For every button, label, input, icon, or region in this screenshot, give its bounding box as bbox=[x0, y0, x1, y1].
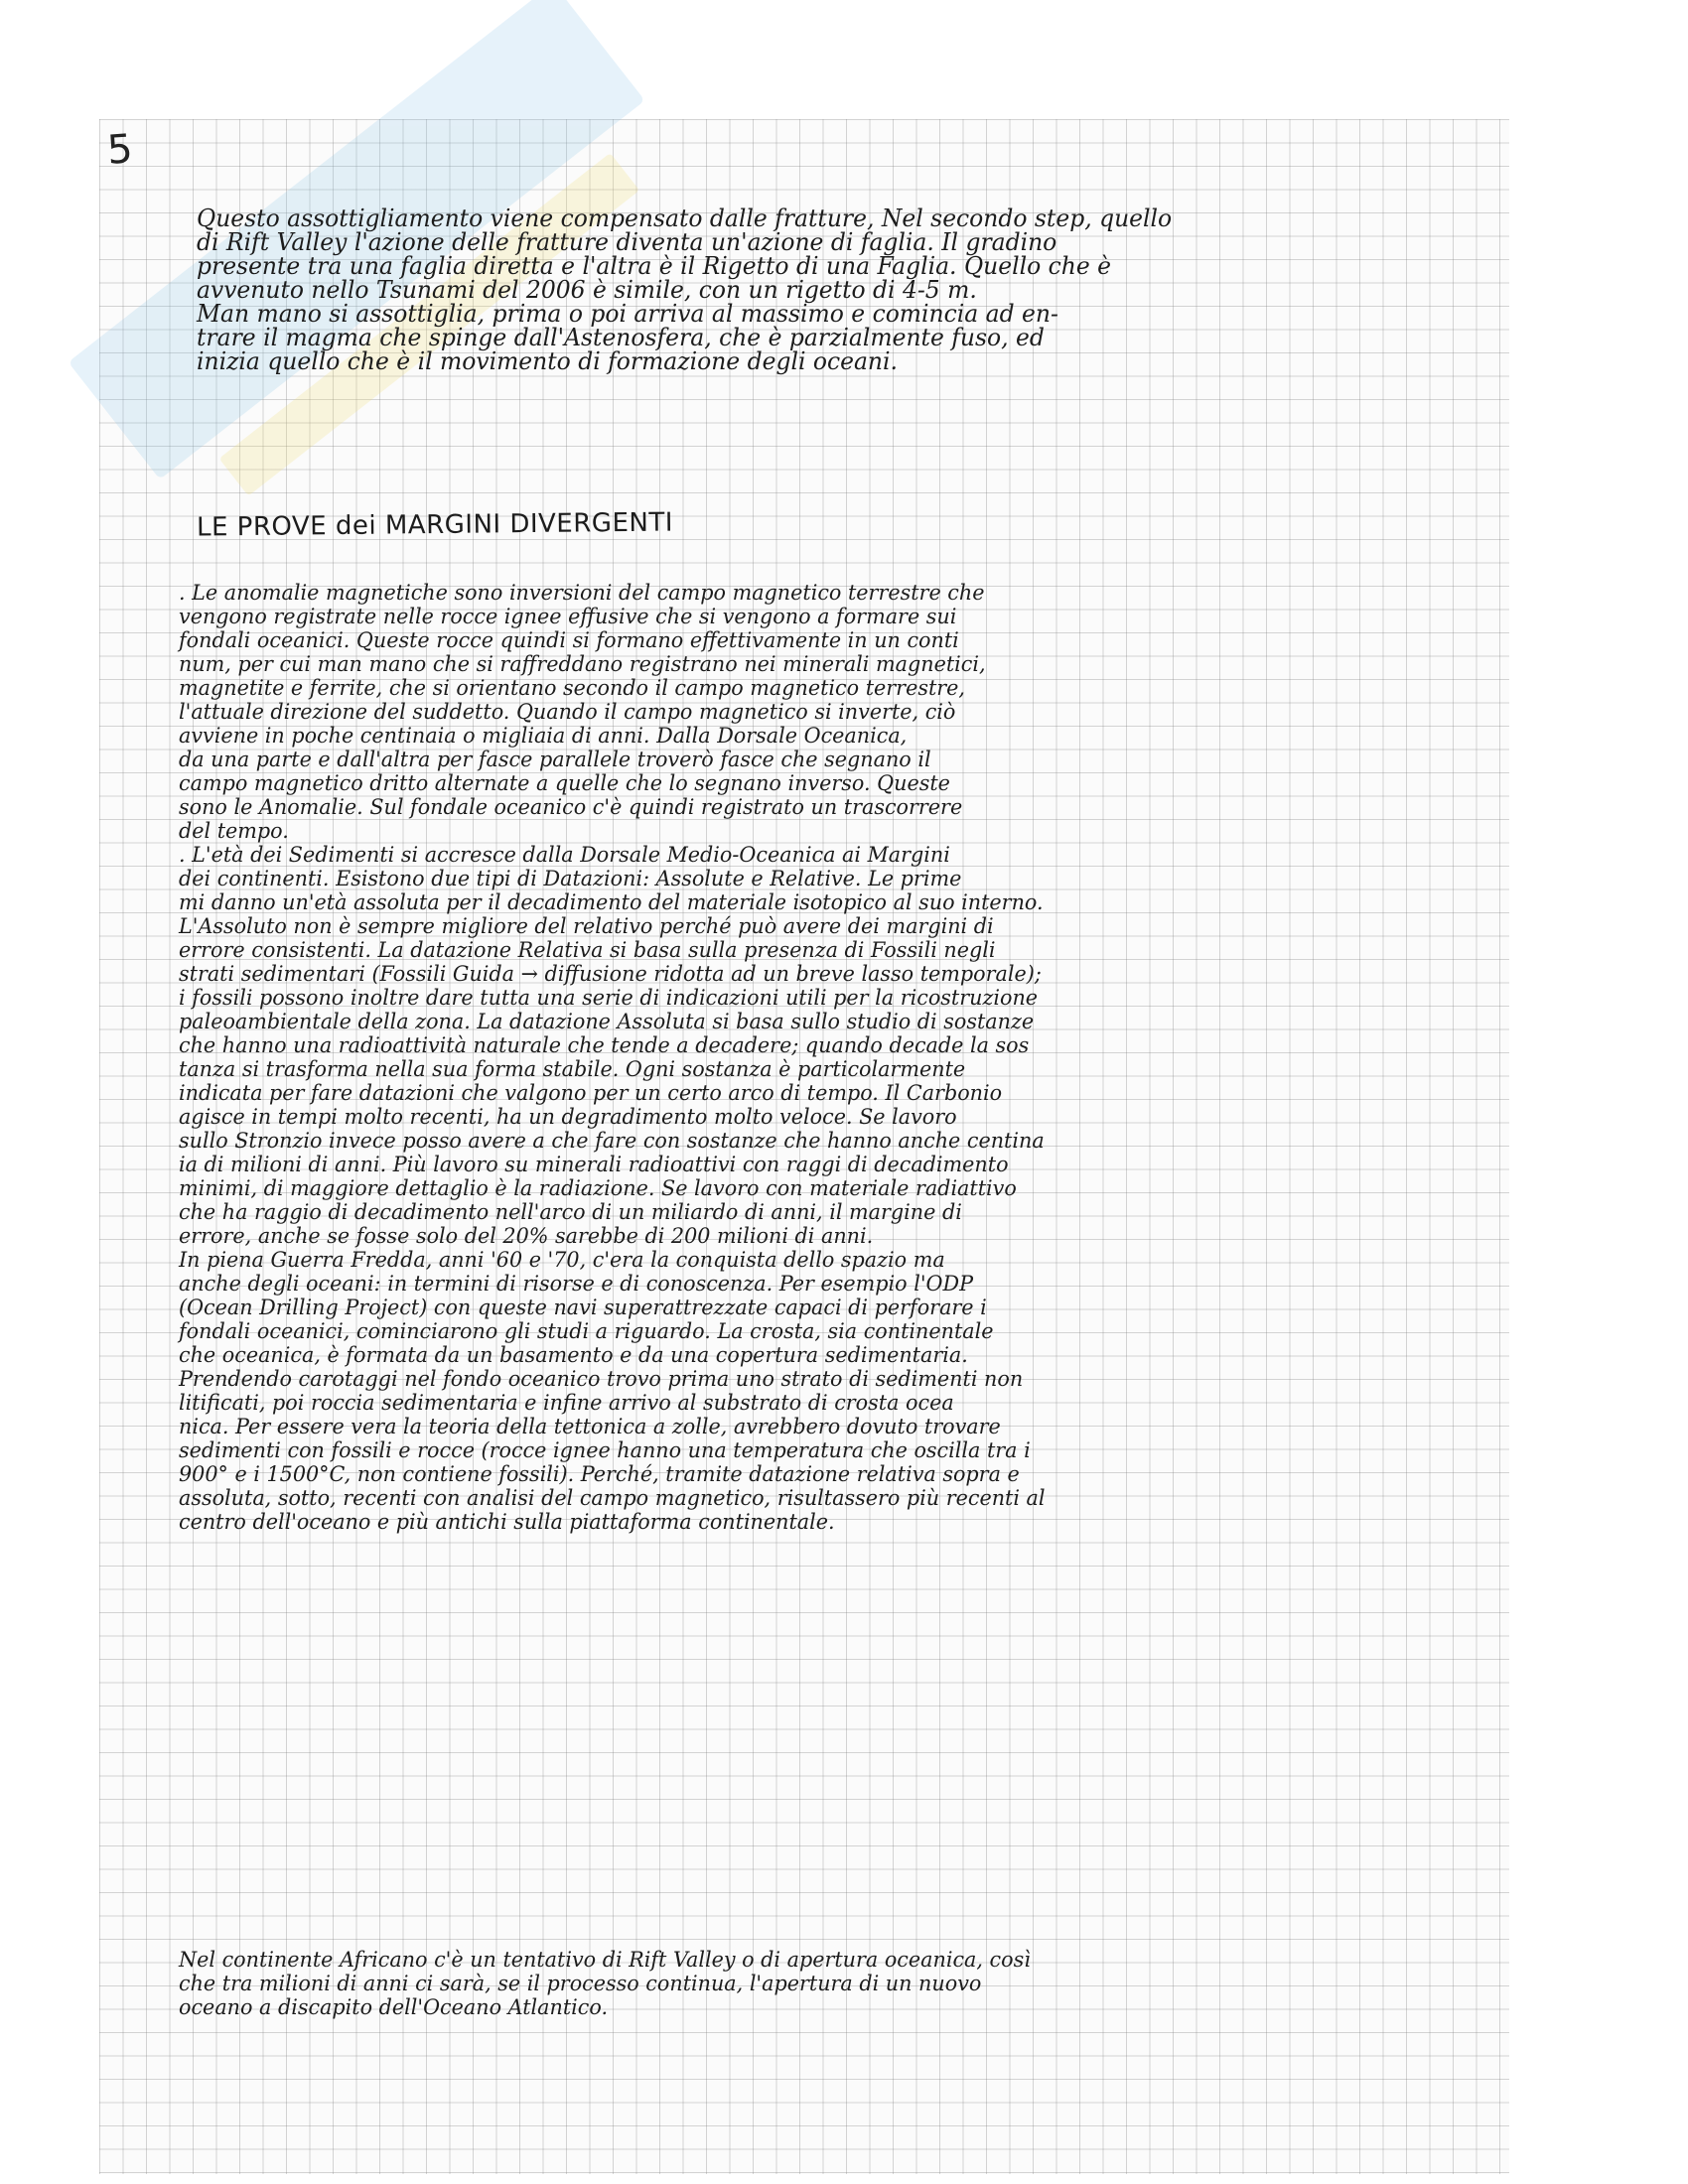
handwritten-line: dei continenti. Esistono due tipi di Datazioni: Assolute e Relative. Le prime bbox=[179, 867, 962, 891]
handwritten-line: presente tra una faglia diretta e l'altra è il Rigetto di una Faglia. Quello che è bbox=[197, 252, 1112, 280]
handwritten-line: paleoambientale della zona. La datazione Assoluta si basa sullo studio di sostanze bbox=[179, 1010, 1035, 1034]
handwritten-line: l'attuale direzione del suddetto. Quando il campo magnetico si inverte, ciò bbox=[179, 700, 956, 725]
handwritten-line: indicata per fare datazioni che valgono per un certo arco di tempo. Il Carbonio bbox=[179, 1081, 1003, 1106]
handwritten-line: trare il magma che spinge dall'Astenosfera, che è parzialmente fuso, ed bbox=[197, 324, 1045, 351]
handwritten-line: anche degli oceani: in termini di risorse e di conoscenza. Per esempio l'ODP bbox=[179, 1272, 974, 1297]
handwritten-line: Nel continente Africano c'è un tentativo di Rift Valley o di apertura oceanica, così bbox=[179, 1948, 1031, 1973]
handwritten-line: mi danno un'età assoluta per il decadimento del materiale isotopico al suo interno. bbox=[179, 890, 1044, 915]
handwritten-line: avviene in poche centinaia o migliaia di anni. Dalla Dorsale Oceanica, bbox=[179, 724, 908, 749]
handwritten-line: litificati, poi roccia sedimentaria e infine arrivo al substrato di crosta ocea bbox=[179, 1391, 954, 1416]
handwritten-line: sullo Stronzio invece posso avere a che fare con sostanze che hanno anche centina bbox=[179, 1129, 1045, 1154]
handwritten-line: fondali oceanici. Queste rocce quindi si formano effettivamente in un conti bbox=[179, 628, 959, 653]
handwritten-line: errore, anche se fosse solo del 20% sarebbe di 200 milioni di anni. bbox=[179, 1224, 874, 1249]
body-paragraphs bbox=[179, 582, 1529, 1559]
handwritten-line: fondali oceanici, cominciarono gli studi a riguardo. La crosta, sia continentale bbox=[179, 1319, 994, 1344]
handwritten-line: che oceanica, è formata da un basamento e da una copertura sedimentaria. bbox=[179, 1343, 968, 1368]
handwritten-line: strati sedimentari (Fossili Guida → diffusione ridotta ad un breve lasso temporale); bbox=[179, 962, 1042, 987]
page-number: 5 bbox=[105, 126, 135, 174]
handwritten-line: Prendendo carotaggi nel fondo oceanico trovo prima uno strato di sedimenti non bbox=[179, 1367, 1024, 1392]
handwritten-line: campo magnetico dritto alternate a quelle che lo segnano inverso. Queste bbox=[179, 771, 950, 796]
handwritten-line: sono le Anomalie. Sul fondale oceanico c'è quindi registrato un trascorrere bbox=[179, 795, 963, 820]
handwritten-line: agisce in tempi molto recenti, ha un degradimento molto veloce. Se lavoro bbox=[179, 1105, 957, 1130]
handwritten-line: avvenuto nello Tsunami del 2006 è simile, con un rigetto di 4-5 m. bbox=[197, 276, 977, 304]
handwritten-line: . L'età dei Sedimenti si accresce dalla Dorsale Medio-Oceanica ai Margini bbox=[179, 843, 950, 868]
handwritten-line: assoluta, sotto, recenti con analisi del campo magnetico, risultassero più recenti al bbox=[179, 1486, 1046, 1511]
handwritten-line: L'Assoluto non è sempre migliore del relativo perché può avere dei margini di bbox=[179, 914, 994, 939]
handwritten-line: del tempo. bbox=[179, 819, 289, 844]
intro-paragraph bbox=[179, 206, 1529, 373]
handwritten-line: num, per cui man mano che si raffreddano registrano nei minerali magnetici, bbox=[179, 652, 986, 677]
handwritten-line: i fossili possono inoltre dare tutta una serie di indicazioni utili per la ricostruzione bbox=[179, 986, 1039, 1011]
handwritten-line: 900° e i 1500°C, non contiene fossili). Perché, tramite datazione relativa sopra e bbox=[179, 1462, 1020, 1487]
section-heading: LE PROVE dei MARGINI DIVERGENTI bbox=[196, 507, 674, 543]
closing-paragraph bbox=[179, 1949, 1529, 2020]
handwritten-line: errore consistenti. La datazione Relativa si basa sulla presenza di Fossili negli bbox=[179, 938, 996, 963]
handwritten-line: (Ocean Drilling Project) con queste navi superattrezzate capaci di perforare i bbox=[179, 1296, 987, 1320]
handwritten-line: magnetite e ferrite, che si orientano secondo il campo magnetico terrestre, bbox=[179, 676, 966, 701]
handwritten-line: sedimenti con fossili e rocce (rocce ignee hanno una temperatura che oscilla tra i bbox=[179, 1438, 1031, 1463]
handwritten-line: Questo assottigliamento viene compensato dalle fratture, Nel secondo step, quello bbox=[197, 205, 1173, 232]
handwritten-line: che ha raggio di decadimento nell'arco di un miliardo di anni, il margine di bbox=[179, 1200, 962, 1225]
handwritten-line: oceano a discapito dell'Oceano Atlantico. bbox=[179, 1995, 609, 2020]
handwritten-line: In piena Guerra Fredda, anni '60 e '70, c'era la conquista dello spazio ma bbox=[179, 1248, 945, 1273]
handwritten-line: inizia quello che è il movimento di formazione degli oceani. bbox=[197, 347, 898, 375]
handwritten-line: vengono registrate nelle rocce ignee effusive che si vengono a formare sui bbox=[179, 605, 957, 629]
handwritten-line: ia di milioni di anni. Più lavoro su minerali radioattivi con raggi di decadimento bbox=[179, 1153, 1009, 1177]
handwritten-line: di Rift Valley l'azione delle fratture diventa un'azione di faglia. Il gradino bbox=[197, 228, 1057, 256]
handwritten-line: Man mano si assottiglia, prima o poi arriva al massimo e comincia ad en- bbox=[197, 300, 1058, 328]
handwritten-line: da una parte e dall'altra per fasce parallele troverò fasce che segnano il bbox=[179, 748, 931, 772]
handwritten-line: minimi, di maggiore dettaglio è la radiazione. Se lavoro con materiale radiattivo bbox=[179, 1176, 1017, 1201]
handwritten-line: che tra milioni di anni ci sarà, se il processo continua, l'apertura di un nuovo bbox=[179, 1972, 982, 1996]
handwritten-line: che hanno una radioattività naturale che tende a decadere; quando decade la sos bbox=[179, 1033, 1030, 1058]
handwritten-line: nica. Per essere vera la teoria della tettonica a zolle, avrebbero dovuto trovare bbox=[179, 1415, 1001, 1439]
handwritten-line: tanza si trasforma nella sua forma stabile. Ogni sostanza è particolarmente bbox=[179, 1057, 966, 1082]
handwritten-line: centro dell'oceano e più antichi sulla piattaforma continentale. bbox=[179, 1510, 835, 1535]
handwritten-line: . Le anomalie magnetiche sono inversioni del campo magnetico terrestre che bbox=[179, 581, 985, 606]
handwritten-line bbox=[179, 1535, 1479, 1559]
